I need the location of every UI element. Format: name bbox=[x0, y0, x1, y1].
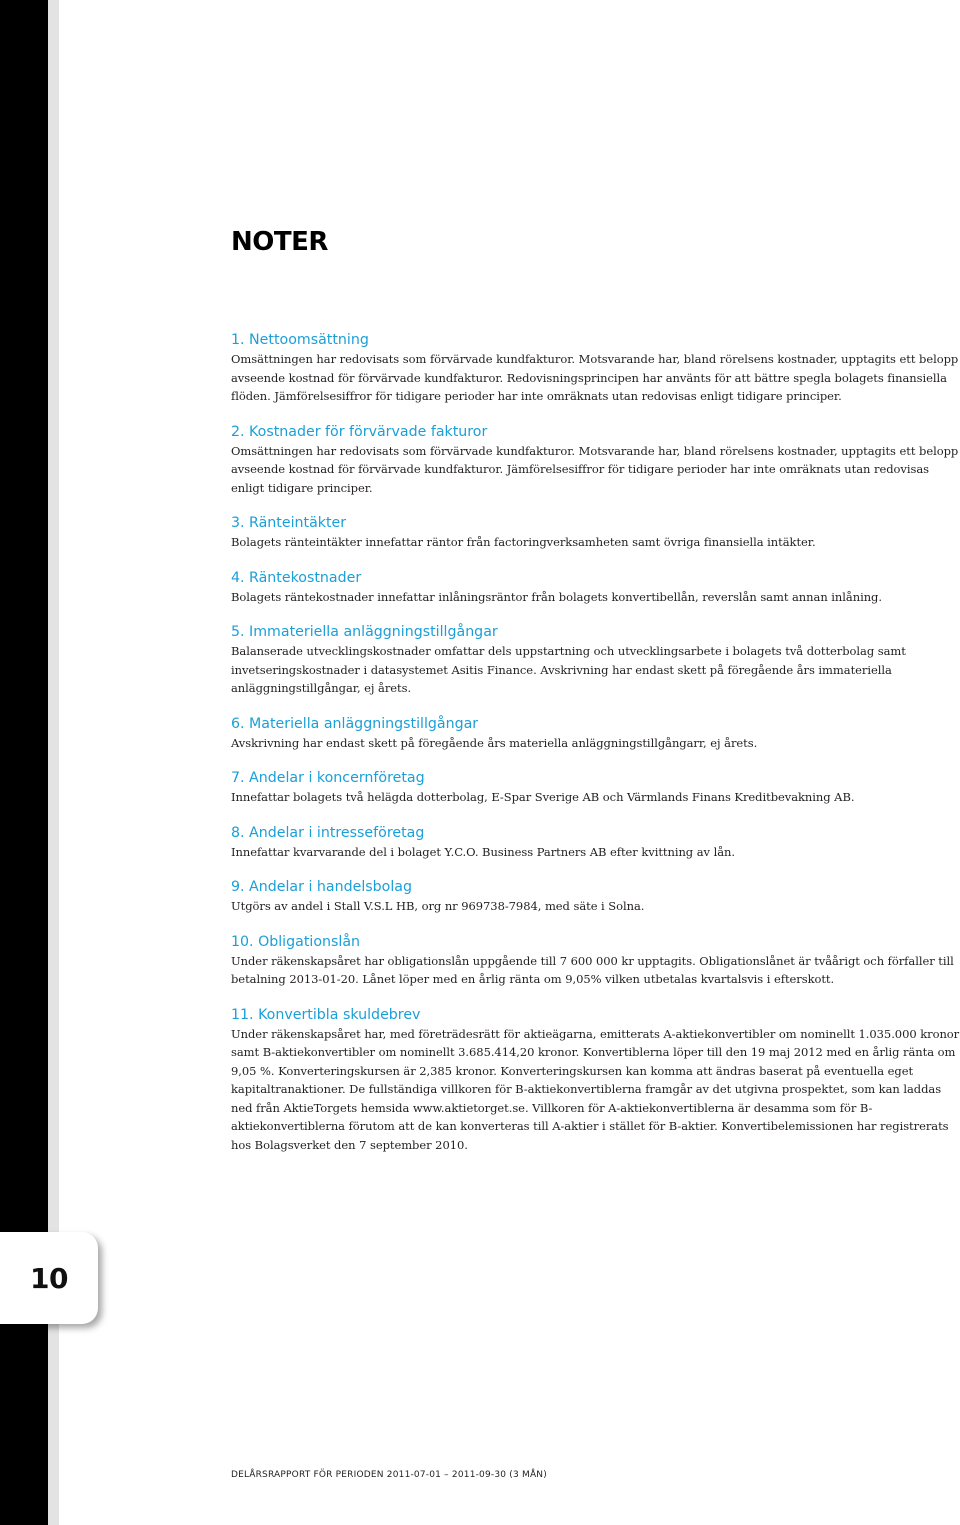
page-number-tab bbox=[0, 1232, 98, 1324]
notes-list bbox=[231, 330, 960, 1170]
note-title: 6. Materiella anläggningstillgångar bbox=[231, 715, 479, 732]
note-body: Innefattar kvarvarande del i bolaget Y.C.O. Business Partners AB efter kvittning av lån. bbox=[231, 844, 735, 859]
note-title: 7. Andelar i koncernföretag bbox=[231, 770, 425, 786]
note-body: Omsättningen har redovisats som förvärvade kundfakturor. Motsvarande har, bland rörelsens kostnader, upptagits ett belopp avseende kostnad för förvärvade kundfakturor. Redovisningsprincipen har använts för att bättre spegla bolagets finansiella flöden. Jämförelsesiffror för tidigare perioder har inte omräknats utan redovisas enligt tidigare principer. bbox=[231, 352, 959, 403]
note-6 bbox=[231, 714, 960, 753]
note-body: Innefattar bolagets två helägda dotterbolag, E-Spar Sverige AB och Värmlands Finans Kreditbevakning AB. bbox=[231, 790, 855, 804]
note-10 bbox=[231, 932, 960, 989]
page-number: 10 bbox=[30, 1261, 68, 1295]
note-body: Under räkenskapsåret har, med företrädesrätt för aktieägarna, emitterats A-aktiekonvertibler om nominellt 1.035.000 kronor samt B-aktiekonvertibler om nominellt 3.685.414,20 kronor. Konvertiblerna löper till den 19 maj 2012 med en årlig ränta om 9,05 %. Konverteringskursen är 2,385 kronor. Konverteringskursen kan komma att ändras baserat på eventuella eget kapitaltranaktioner. De fullständiga villkoren för B-aktiekonvertiblerna framgår av det utgivna prospektet, som kan laddas ned från AktieTorgets hemsida www.aktietorget.se. Villkoren för A-aktiekonvertiblerna är desamma som för B-aktiekonvertiblerna förutom att de kan konverteras till A-aktier i stället för B-aktier. Konvertibelemissionen har registrerats hos Bolagsverket den 7 september 2010. bbox=[231, 1026, 960, 1152]
note-title: 5. Immateriella anläggningstillgångar bbox=[231, 624, 498, 640]
note-body: Omsättningen har redovisats som förvärvade kundfakturor. Motsvarande har, bland rörelsens kostnader, upptagits ett belopp avseende kostnad för förvärvade kundfakturor. Jämförelsesiffror för tidigare perioder har inte omräknats utan redovisas enligt tidigare principer. bbox=[231, 443, 959, 495]
note-3 bbox=[231, 513, 960, 552]
note-body: Under räkenskapsåret har obligationslån uppgående till 7 600 000 kr upptagits. Obligationslånet är tvåårigt och förfaller till betalning 2013-01-20. Lånet löper med en årlig ränta om 9,05% vilken utbetalas kvartalsvis i efterskott. bbox=[231, 953, 954, 986]
note-body: Avskrivning har endast skett på föregående års materiella anläggningstillgångarr, ej årets. bbox=[231, 735, 758, 750]
note-title: 3. Ränteintäkter bbox=[231, 515, 347, 531]
note-body: Utgörs av andel i Stall V.S.L HB, org nr 969738-7984, med säte i Solna. bbox=[231, 899, 645, 913]
note-11 bbox=[231, 1005, 960, 1155]
note-title: 2. Kostnader för förvärvade fakturor bbox=[231, 423, 488, 440]
note-title: 4. Räntekostnader bbox=[231, 569, 362, 586]
note-title: 1. Nettoomsättning bbox=[231, 332, 369, 348]
note-body: Balanserade utvecklingskostnader omfattar dels uppstartning och utvecklingsarbete i bolagets två dotterbolag samt invetseringskostnader i datasystemet Asitis Finance. Avskrivning har endast skett på föregående års immateriella anläggningstillgångar, ej årets. bbox=[231, 644, 906, 695]
note-title: 8. Andelar i intresseföretag bbox=[231, 824, 425, 841]
note-body: Bolagets räntekostnader innefattar inlåningsräntor från bolagets konvertibellån, reverslån samt annan inlåning. bbox=[231, 589, 882, 604]
note-8 bbox=[231, 823, 960, 862]
page-footer: DELÅRSRAPPORT FÖR PERIODEN 2011-07-01 – 2011-09-30 (3 MÅN) bbox=[231, 1470, 547, 1480]
note-9 bbox=[231, 877, 960, 916]
note-2 bbox=[231, 422, 960, 498]
note-4 bbox=[231, 568, 960, 607]
note-body: Bolagets ränteintäkter innefattar räntor från factoringverksamheten samt övriga finansiella intäkter. bbox=[231, 535, 816, 549]
page-title: NOTER bbox=[231, 227, 328, 257]
note-1 bbox=[231, 330, 960, 406]
note-7 bbox=[231, 768, 960, 807]
note-title: 9. Andelar i handelsbolag bbox=[231, 879, 412, 895]
note-title: 10. Obligationslån bbox=[231, 933, 361, 950]
note-title: 11. Konvertibla skuldebrev bbox=[231, 1006, 421, 1023]
note-5 bbox=[231, 622, 960, 698]
